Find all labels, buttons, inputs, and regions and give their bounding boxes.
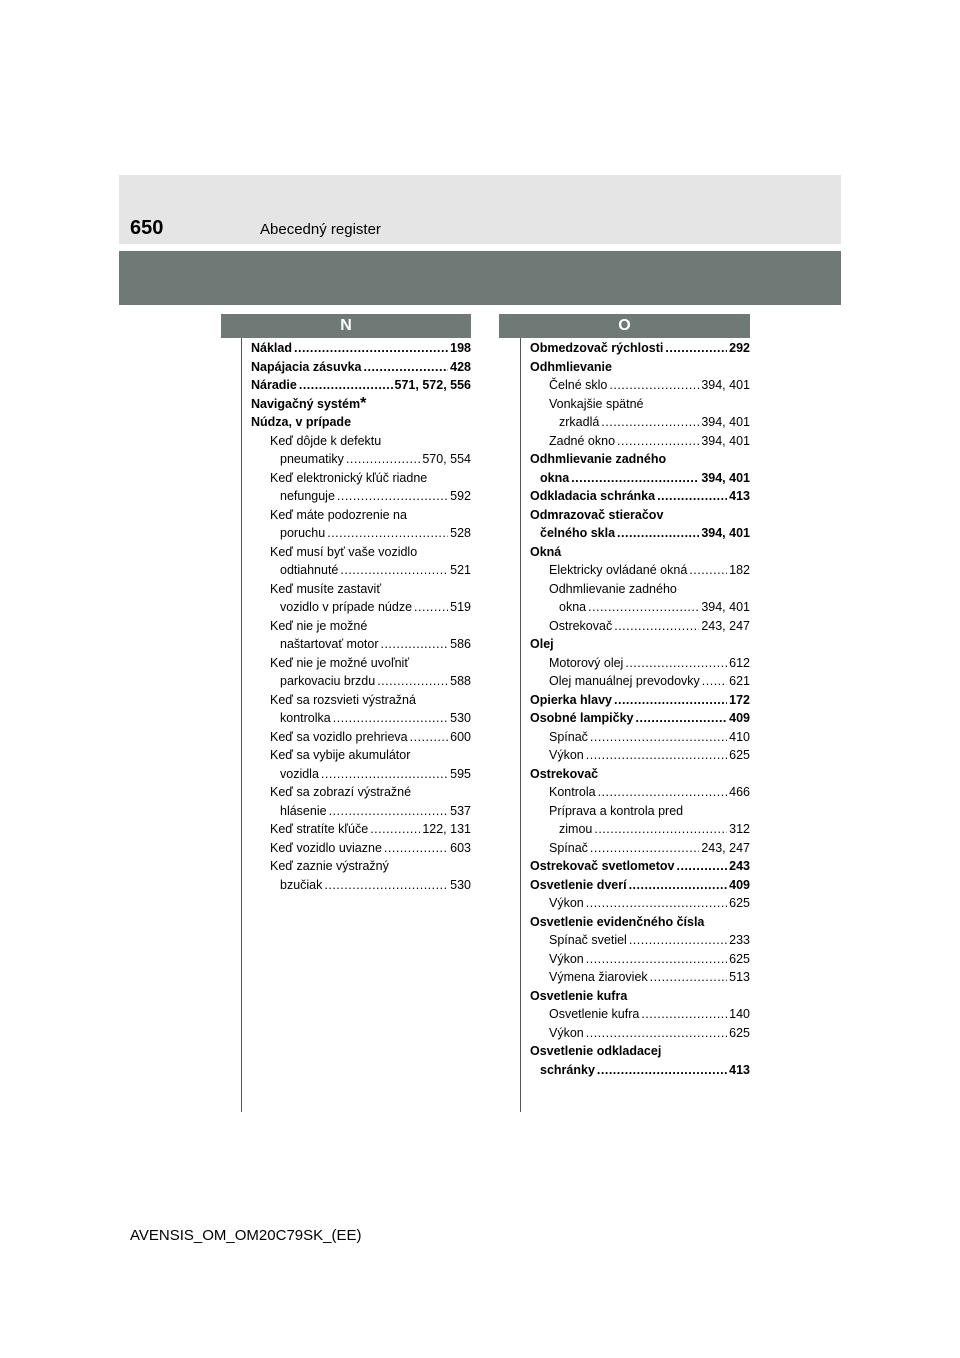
index-entry: [530, 506, 750, 525]
dot-leader: [614, 691, 727, 710]
index-entry: [530, 1042, 750, 1061]
dot-leader: [601, 413, 699, 432]
entry-term: Ostrekovač: [530, 766, 599, 781]
index-entry: [530, 783, 750, 802]
index-entry: [530, 950, 750, 969]
entry-term: Ostrekovač: [549, 618, 613, 633]
dot-leader: [641, 1005, 727, 1024]
entry-pages: 182: [729, 563, 750, 577]
entry-pages: 530: [450, 711, 471, 725]
dot-leader: [677, 857, 728, 876]
entry-pages: 612: [729, 655, 750, 670]
dot-leader: [337, 487, 448, 506]
entry-term: Elektricky ovládané okná: [549, 563, 688, 577]
entry-pages: 592: [450, 489, 471, 503]
entry-pages: 409: [729, 711, 750, 725]
entry-pages: 394, 401: [701, 415, 750, 429]
entry-pages: 588: [450, 674, 471, 688]
index-entry: [530, 524, 750, 543]
entry-term: Keď musíte zastaviť: [270, 581, 382, 596]
dot-leader: [346, 450, 420, 469]
index-entry: [530, 413, 750, 432]
entry-pages: 172: [729, 692, 750, 707]
entry-term: Napájacia zásuvka: [251, 359, 362, 374]
entry-pages: 394, 401: [701, 378, 750, 392]
entry-term: kontrolka: [280, 711, 331, 725]
index-entry: [251, 746, 471, 765]
entry-term: Keď sa zobrazí výstražné: [270, 785, 412, 799]
entry-pages: 198: [450, 341, 471, 355]
entry-term: hlásenie: [280, 803, 327, 818]
index-entry: [530, 931, 750, 950]
entry-pages: 570, 554: [422, 452, 471, 466]
entry-term: Odhmlievanie zadného: [549, 581, 677, 596]
index-entry: [251, 487, 471, 506]
entry-term: vozidlo v prípade núdze: [280, 600, 413, 614]
entry-term: Olej: [530, 637, 554, 651]
entry-pages: 528: [450, 526, 471, 540]
dot-leader: [321, 765, 448, 784]
entry-pages: 513: [729, 970, 750, 984]
index-entry: [251, 469, 471, 488]
dot-leader: [597, 1061, 727, 1080]
entry-pages: 603: [450, 840, 471, 855]
entry-term: Náradie: [251, 378, 297, 392]
entry-pages: 394, 401: [701, 470, 750, 485]
entry-pages: 625: [729, 748, 750, 762]
entry-term: Spínač svetiel: [549, 933, 627, 947]
entry-term: čelného skla: [540, 526, 616, 540]
entry-pages: 625: [729, 951, 750, 966]
entry-term: Spínač: [549, 840, 588, 855]
entry-term: nefunguje: [280, 489, 335, 503]
header-band: [119, 251, 841, 305]
index-entry: [530, 450, 750, 469]
entry-term: Keď sa vybije akumulátor: [270, 748, 411, 762]
dot-leader: [294, 339, 448, 358]
index-entry: [251, 339, 471, 358]
index-entry: [530, 728, 750, 747]
dot-leader: [629, 931, 727, 950]
entry-term: Olej manuálnej prevodovky: [549, 674, 700, 688]
entry-term: poruchu: [280, 526, 326, 540]
entry-pages: 410: [729, 729, 750, 744]
dot-leader: [586, 746, 727, 765]
index-entry: [251, 654, 471, 673]
entry-pages: 595: [450, 766, 471, 781]
index-entry: [530, 968, 750, 987]
index-entry: [251, 506, 471, 525]
entry-term: Opierka hlavy: [530, 692, 612, 707]
entry-pages: 519: [450, 600, 471, 614]
index-entry: [251, 450, 471, 469]
index-entry: [251, 876, 471, 895]
index-entry: [530, 802, 750, 821]
entry-term: Núdza, v prípade: [251, 415, 352, 429]
index-entry: [251, 376, 471, 395]
index-entry: [251, 783, 471, 802]
dot-leader: [410, 728, 449, 747]
entry-pages: 140: [729, 1007, 750, 1021]
entry-term: Zadné okno: [549, 433, 616, 448]
index-entry: [530, 913, 750, 932]
entry-term: Osvetlenie evidenčného čísla: [530, 914, 705, 929]
dot-leader: [586, 894, 727, 913]
dot-leader: [571, 469, 699, 488]
entry-pages: 394, 401: [701, 526, 750, 540]
entry-pages: 312: [729, 822, 750, 836]
entry-term: okna: [540, 470, 570, 485]
entry-term: Čelné sklo: [549, 378, 608, 392]
column-divider-right: [520, 338, 521, 1112]
dot-leader: [689, 561, 727, 580]
index-entry: [530, 765, 750, 784]
dot-leader: [636, 709, 728, 728]
index-entry: [251, 561, 471, 580]
index-column-o: [530, 339, 750, 1079]
entry-term: Vonkajšie spätné: [549, 396, 644, 411]
entry-term: schránky: [540, 1062, 595, 1077]
dot-leader: [414, 598, 448, 617]
index-entry: [251, 358, 471, 377]
entry-term: Keď máte podozrenie na: [270, 507, 407, 522]
entry-term: Navigačný systém: [251, 396, 361, 411]
entry-term: Výkon: [549, 896, 584, 910]
dot-leader: [370, 820, 420, 839]
entry-term: Odkladacia schránka: [530, 489, 656, 503]
dot-leader: [380, 635, 448, 654]
dot-leader: [594, 820, 727, 839]
entry-term: zrkadlá: [559, 415, 600, 429]
index-entry: [530, 1024, 750, 1043]
dot-leader: [617, 432, 699, 451]
header-bar: [119, 175, 841, 244]
entry-pages: 625: [729, 896, 750, 910]
index-entry: [530, 1061, 750, 1080]
entry-term: Osvetlenie odkladacej: [530, 1044, 662, 1058]
entry-pages: 413: [729, 489, 750, 503]
index-entry: [530, 654, 750, 673]
index-entry: [530, 598, 750, 617]
dot-leader: [590, 839, 699, 858]
index-entry: [251, 413, 471, 432]
page-title: Abecedný register: [260, 221, 381, 238]
dot-leader: [609, 376, 699, 395]
index-entry: [530, 820, 750, 839]
index-entry: [530, 561, 750, 580]
entry-term: Keď sa vozidlo prehrieva: [270, 729, 408, 744]
entry-pages: 243, 247: [701, 840, 750, 855]
section-letter-o: O: [499, 314, 750, 338]
index-entry: [251, 728, 471, 747]
entry-term: Keď stratíte kľúče: [270, 822, 369, 836]
index-entry: [251, 691, 471, 710]
entry-term: Výkon: [549, 1025, 584, 1040]
index-entry: [251, 709, 471, 728]
index-entry: [530, 469, 750, 488]
dot-leader: [598, 783, 728, 802]
entry-pages: 243: [729, 859, 750, 873]
entry-pages: 537: [450, 803, 471, 818]
index-entry: [530, 395, 750, 414]
dot-leader: [586, 950, 727, 969]
entry-pages: 292: [729, 341, 750, 355]
index-entry: [530, 580, 750, 599]
entry-term: Ostrekovač svetlometov: [530, 859, 675, 873]
index-entry: [251, 580, 471, 599]
dot-leader: [617, 524, 699, 543]
page-number: 650: [130, 217, 164, 239]
index-entry: [530, 1005, 750, 1024]
entry-pages: 521: [450, 563, 471, 577]
dot-leader: [586, 1024, 727, 1043]
entry-pages: 586: [450, 637, 471, 651]
entry-term: pneumatiky: [280, 452, 344, 466]
index-entry: [530, 487, 750, 506]
index-entry: [530, 894, 750, 913]
index-entry: [530, 635, 750, 654]
index-entry: [530, 543, 750, 562]
section-letter-n: N: [221, 314, 471, 338]
column-divider-left: [241, 338, 242, 1112]
index-entry: [251, 765, 471, 784]
dot-leader: [329, 802, 449, 821]
index-entry: [530, 358, 750, 377]
document-code: AVENSIS_OM_OM20C79SK_(EE): [130, 1227, 362, 1244]
index-entry: [530, 432, 750, 451]
entry-term: Výkon: [549, 748, 584, 762]
dot-leader: [702, 672, 727, 691]
entry-term: Keď vozidlo uviazne: [270, 840, 382, 855]
index-column-n: [251, 339, 471, 894]
entry-term: vozidla: [280, 766, 319, 781]
index-entry: [251, 524, 471, 543]
entry-pages: 243, 247: [701, 618, 750, 633]
entry-term: Keď sa rozsvieti výstražná: [270, 692, 416, 707]
entry-term: Osvetlenie dverí: [530, 877, 627, 892]
entry-term: Keď musí byť vaše vozidlo: [270, 544, 418, 559]
index-entry: [251, 617, 471, 636]
index-entry: [251, 432, 471, 451]
entry-pages: 122, 131: [422, 822, 471, 836]
index-entry: [251, 598, 471, 617]
dot-leader: [324, 876, 448, 895]
index-entry: [251, 635, 471, 654]
entry-term: Keď dôjde k defektu: [270, 433, 382, 448]
entry-pages: 394, 401: [701, 433, 750, 448]
index-entry: [530, 339, 750, 358]
dot-leader: [377, 672, 448, 691]
dot-leader: [629, 876, 728, 895]
entry-term: Náklad: [251, 341, 292, 355]
index-entry: [530, 691, 750, 710]
dot-leader: [340, 561, 448, 580]
index-entry: [530, 876, 750, 895]
dot-leader: [665, 339, 727, 358]
entry-term: okna: [559, 600, 587, 614]
index-entry: [530, 746, 750, 765]
entry-term: Obmedzovač rýchlosti: [530, 341, 664, 355]
entry-pages: 530: [450, 877, 471, 892]
entry-term: Osobné lampičky: [530, 711, 634, 725]
entry-pages: 621: [729, 674, 750, 688]
entry-pages: 600: [450, 729, 471, 744]
entry-pages: 233: [729, 933, 750, 947]
index-entry: [251, 839, 471, 858]
dot-leader: [588, 598, 699, 617]
entry-term: zimou: [559, 822, 593, 836]
entry-pages: 571, 572, 556: [394, 378, 471, 392]
entry-term: Okná: [530, 544, 562, 559]
entry-pages: 466: [729, 785, 750, 799]
entry-term: Motorový olej: [549, 655, 624, 670]
entry-term: Výkon: [549, 951, 584, 966]
entry-term: Keď nie je možné uvoľniť: [270, 655, 410, 670]
dot-leader: [327, 524, 448, 543]
index-entry: [530, 709, 750, 728]
index-entry: [530, 857, 750, 876]
index-entry: [530, 839, 750, 858]
dot-leader: [590, 728, 727, 747]
entry-term: Osvetlenie kufra: [549, 1007, 640, 1021]
index-entry: [530, 617, 750, 636]
entry-term: Odmrazovač stieračov: [530, 507, 664, 522]
entry-term: Keď nie je možné: [270, 618, 368, 633]
entry-pages: 409: [729, 877, 750, 892]
entry-pages: 625: [729, 1025, 750, 1040]
entry-pages: 413: [729, 1062, 750, 1077]
index-entry: [530, 672, 750, 691]
entry-term: Kontrola: [549, 785, 596, 799]
index-entry: [530, 987, 750, 1006]
entry-term: Osvetlenie kufra: [530, 988, 628, 1003]
entry-term: parkovaciu brzdu: [280, 674, 376, 688]
dot-leader: [364, 358, 449, 377]
entry-term: Odhmlievanie: [530, 359, 612, 374]
dot-leader: [650, 968, 727, 987]
entry-term: Keď zaznie výstražný: [270, 859, 389, 873]
entry-term: bzučiak: [280, 877, 323, 892]
index-entry: [251, 820, 471, 839]
entry-term: Odhmlievanie zadného: [530, 452, 667, 466]
entry-term: odtiahnuté: [280, 563, 339, 577]
dot-leader: [299, 376, 393, 395]
index-entry: Navigačný systém *: [251, 394, 367, 412]
entry-pages: 428: [450, 359, 471, 374]
entry-term: Spínač: [549, 729, 588, 744]
index-entry: [251, 802, 471, 821]
entry-term: Výmena žiaroviek: [549, 970, 648, 984]
index-entry: [251, 672, 471, 691]
dot-leader: [614, 617, 699, 636]
index-entry: [251, 543, 471, 562]
index-entry: [251, 857, 471, 876]
dot-leader: [625, 654, 727, 673]
dot-leader: [384, 839, 448, 858]
dot-leader: [657, 487, 727, 506]
dot-leader: [333, 709, 448, 728]
entry-term: naštartovať motor: [280, 637, 379, 651]
entry-pages: 394, 401: [701, 600, 750, 614]
entry-term: Príprava a kontrola pred: [549, 803, 684, 818]
index-entry: [530, 376, 750, 395]
entry-term: Keď elektronický kľúč riadne: [270, 470, 428, 485]
